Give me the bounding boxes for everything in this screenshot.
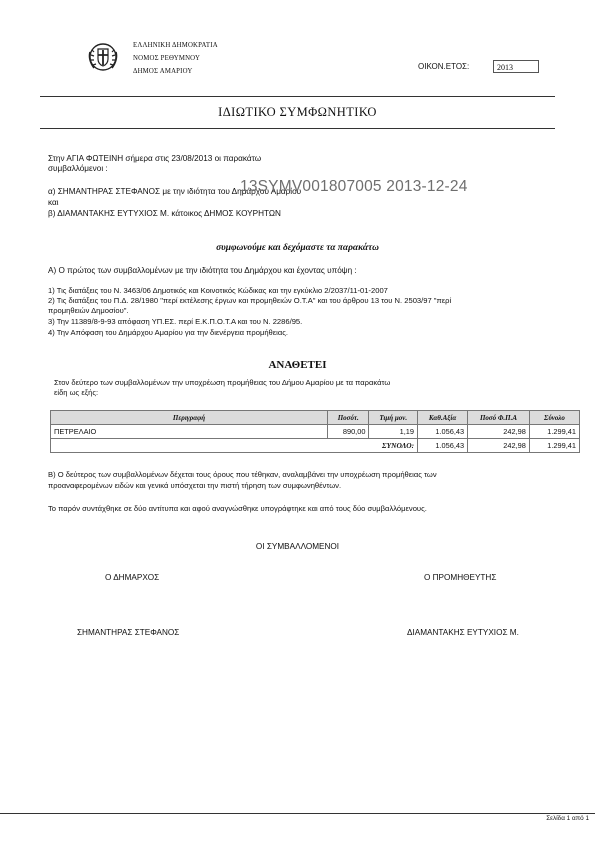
header-total: Σύνολο <box>529 411 579 425</box>
reference-1: 1) Τις διατάξεις του Ν. 3463/06 Δημοτικός και Κοινοτικός Κώδικας και την εγκύκλιο 2/2037/11-01-2007 <box>48 286 388 295</box>
table-total-row <box>51 439 580 453</box>
divider-bottom <box>40 128 555 129</box>
party-a: α) ΣΗΜΑΝΤΗΡΑΣ ΣΤΕΦΑΝΟΣ με την ιδιότητα του Δημάρχου Αμαρίου <box>48 187 302 196</box>
cell-vat: 242,98 <box>468 425 530 439</box>
assign-heading: ΑΝΑΘΕΤΕΙ <box>268 359 327 371</box>
party-b: β) ΔΙΑΜΑΝΤΑΚΗΣ ΕΥΤΥΧΙΟΣ Μ. κάτοικος ΔΗΜΟΣ ΚΟΥΡΗΤΩΝ <box>48 209 281 218</box>
closing-statement: Το παρόν συντάχθηκε σε δύο αντίτυπα και αφού αναγνώσθηκε υπογράφτηκε και από τους δύο συμβαλλόμενους. <box>48 504 427 513</box>
cell-description: ΠΕΤΡΕΛΑΙΟ <box>51 425 328 439</box>
fiscal-year-value: 2013 <box>493 60 539 73</box>
total-vat: 242,98 <box>468 439 530 453</box>
signature-left-role: Ο ΔΗΜΑΡΧΟΣ <box>105 573 160 582</box>
reference-2-cont: προμηθειών Δημοσίου". <box>48 306 129 315</box>
total-label: ΣΥΝΟΛΟ: <box>51 439 418 453</box>
footer-divider <box>0 813 595 814</box>
header-line-country: ΕΛΛΗΝΙΚΗ ΔΗΜΟΚΡΑΤΙΑ <box>133 42 218 49</box>
cell-net-value: 1.056,43 <box>418 425 468 439</box>
cell-total: 1.299,41 <box>529 425 579 439</box>
fiscal-year-label: ΟΙΚΟΝ.ΕΤΟΣ: <box>418 62 470 71</box>
assign-text-line-1: Στον δεύτερο των συμβαλλομένων την υποχρέωση προμήθειας του Δήμου Αμαρίου με τα παρακάτω <box>54 378 391 387</box>
document-id-watermark: 13SYMV001807005 2013-12-24 <box>240 178 468 195</box>
reference-2: 2) Τις διατάξεις του Π.Δ. 28/1980 "περί εκτέλεσης έργων και προμηθειών Ο.Τ.Α" και του άρθρου 13 του Ν. 2503/97 "περί <box>48 296 452 305</box>
signature-right-role: Ο ΠΡΟΜΗΘΕΥΤΗΣ <box>424 573 497 582</box>
header-line-municipality: ΔΗΜΟΣ ΑΜΑΡΙΟΥ <box>133 68 193 75</box>
section-a: Α) Ο πρώτος των συμβαλλομένων με την ιδιότητα του Δημάρχου και έχοντας υπόψη : <box>48 266 357 275</box>
agree-heading: συμφωνούμε και δεχόμαστε τα παρακάτω <box>216 243 379 253</box>
cell-quantity: 890,00 <box>328 425 369 439</box>
reference-3: 3) Την 11389/8-9-93 απόφαση ΥΠ.ΕΣ. περί Ε.Κ.Π.Ο.Τ.Α και του Ν. 2286/95. <box>48 317 303 326</box>
table-row <box>51 425 580 439</box>
total-net-value: 1.056,43 <box>418 439 468 453</box>
header-unit-price: Τιμή μον. <box>369 411 418 425</box>
header-vat: Ποσό Φ.Π.Α <box>468 411 530 425</box>
header-description: Περιγραφή <box>51 411 328 425</box>
header-net-value: Καθ.Αξία <box>418 411 468 425</box>
divider-top <box>40 96 555 97</box>
signature-right-name: ΔΙΑΜΑΝΤΑΚΗΣ ΕΥΤΥΧΙΟΣ Μ. <box>407 628 519 637</box>
reference-4: 4) Την Απόφαση του Δημάρχου Αμαρίου για την διενέργεια προμήθειας. <box>48 328 289 337</box>
assign-text-line-2: είδη ως εξής: <box>54 388 99 397</box>
header-line-prefecture: ΝΟΜΟΣ ΡΕΘΥΜΝΟΥ <box>133 55 201 62</box>
cell-unit-price: 1,19 <box>369 425 418 439</box>
signature-left-name: ΣΗΜΑΝΤΗΡΑΣ ΣΤΕΦΑΝΟΣ <box>77 628 180 637</box>
header-quantity: Ποσότ. <box>328 411 369 425</box>
total-amount: 1.299,41 <box>529 439 579 453</box>
page-number: Σελίδα 1 από 1 <box>546 815 589 822</box>
section-b-line-2: προαναφερομένων ειδών και γενικά υπόσχεται την πιστή τήρηση των συμφωνηθέντων. <box>48 481 342 490</box>
table-header-row <box>51 411 580 425</box>
intro-line-2: συμβαλλόμενοι : <box>48 164 108 173</box>
document-title: ΙΔΙΩΤΙΚΟ ΣΥΜΦΩΝΗΤΙΚΟ <box>218 105 377 119</box>
party-connector: και <box>48 198 59 207</box>
greek-emblem-icon <box>86 40 120 74</box>
intro-line-1: Στην ΑΓΙΑ ΦΩΤΕΙΝΗ σήμερα στις 23/08/2013 οι παρακάτω <box>48 154 262 163</box>
signatures-heading: ΟΙ ΣΥΜΒΑΛΛΟΜΕΝΟΙ <box>255 542 340 551</box>
items-table <box>50 410 580 453</box>
section-b-line-1: Β) Ο δεύτερος των συμβαλλομένων δέχεται τους όρους που τέθηκαν, αναλαμβάνει την υποχρέωση προμήθειας των <box>48 470 437 479</box>
